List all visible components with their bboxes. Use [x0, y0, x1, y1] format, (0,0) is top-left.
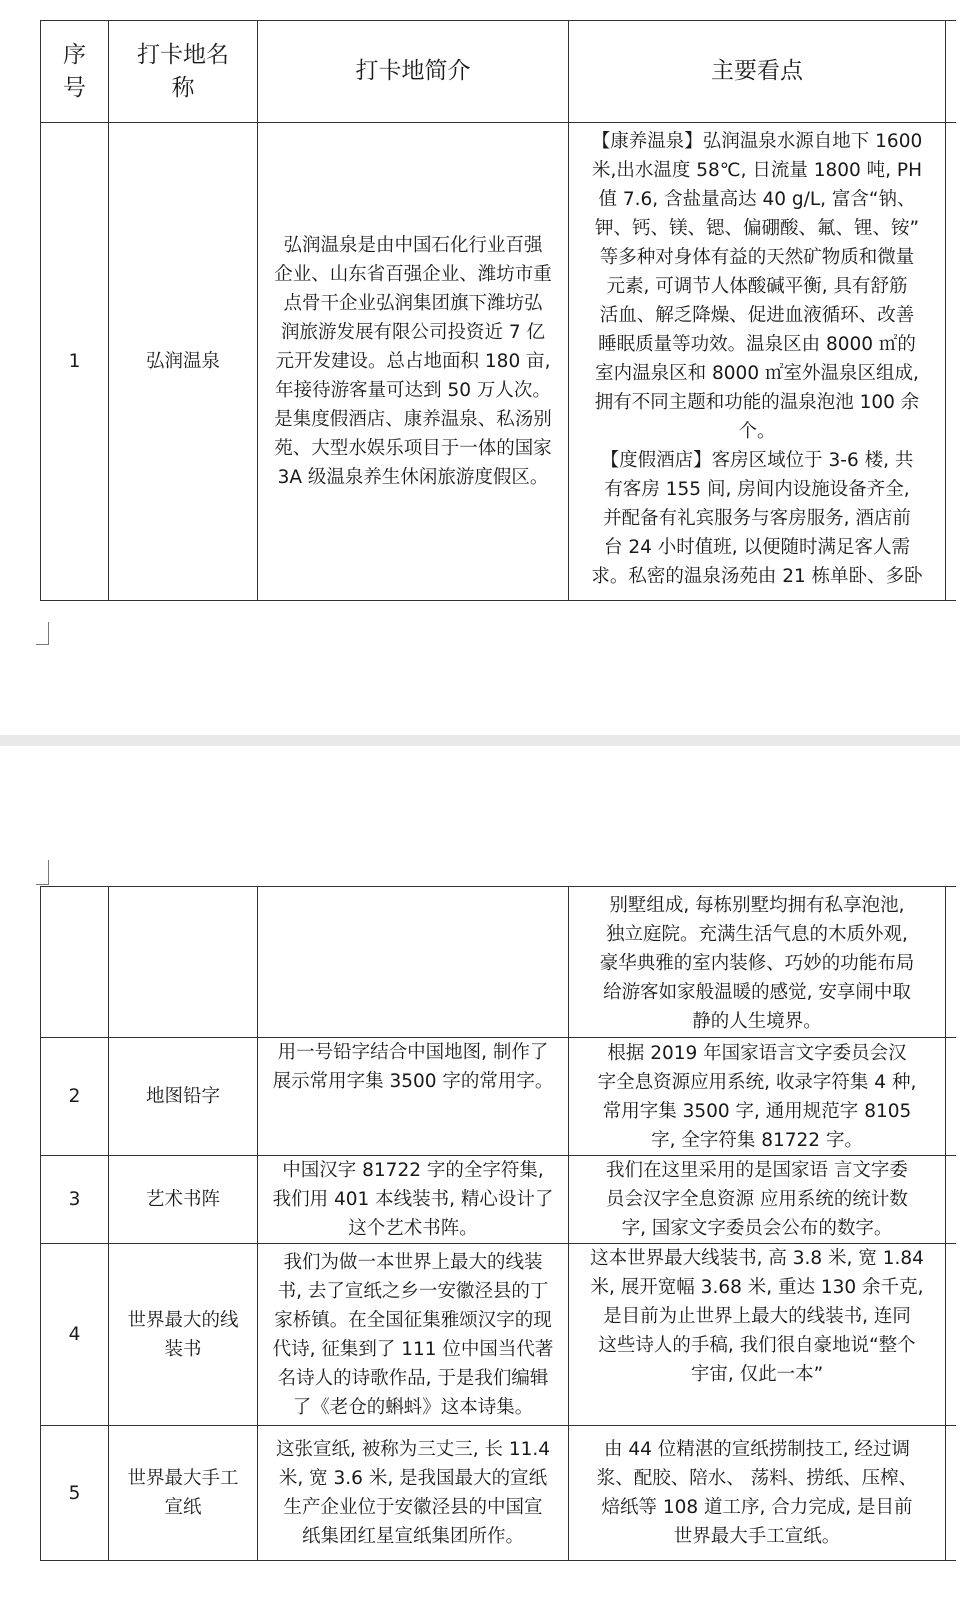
attractions-table-part-2 — [40, 886, 956, 1561]
row-intro-empty — [258, 887, 569, 1038]
row-intro: 用一号铅字结合中国地图, 制作了 展示常用字集 3500 字的常用字。 — [258, 1038, 569, 1156]
row-name: 世界最大的线 装书 — [109, 1244, 258, 1426]
document-page-2 — [0, 746, 960, 1602]
row-name-empty — [109, 887, 258, 1038]
row-highlights: 由 44 位精湛的宣纸捞制技工, 经过调 浆、配胶、陪水、 荡料、捞纸、压榨、 焙纸等 108 道工序, 合力完成, 是目前 世界最大手工宣纸。 — [569, 1426, 946, 1561]
row-extra — [946, 1038, 957, 1156]
row-index: 2 — [41, 1038, 109, 1156]
row-name: 地图铅字 — [109, 1038, 258, 1156]
row-index-empty — [41, 887, 109, 1038]
table-row — [41, 123, 957, 601]
header-extra — [946, 21, 957, 123]
table-row-continued — [41, 887, 957, 1038]
table-header-row — [41, 21, 957, 123]
row-highlights: 我们在这里采用的是国家语 言文字委 员会汉字全息资源 应用系统的统计数 字, 国家文字委员会公布的数字。 — [569, 1156, 946, 1244]
row-extra — [946, 1426, 957, 1561]
row-name: 世界最大手工 宣纸 — [109, 1426, 258, 1561]
row-highlights: 【康养温泉】弘润温泉水源自地下 1600 米,出水温度 58℃, 日流量 1800 吨, PH 值 7.6, 含盐量高达 40 g/L, 富含“钠、 钾、钙、镁、锶、偏硼酸、氟、锂、铵” 等多种对身体有益的天然矿物质和微量 元素, 可调节人体酸碱平衡, 具有舒筋 活血、解乏降燥、促进血液循环、改善 睡眠质量等功效。温泉区由 8000 ㎡的 室内温泉区和 8000 ㎡室外温泉区组成, 拥有不同主题和功能的温泉泡池 100 余 个。 【度假酒店】客房区域位于 3-6 楼, 共 有客房 155 间, 房间内设施设备齐全, 并配备有礼宾服务与客房服务, 酒店前 台 24 小时值班, 以便随时满足客人需 求。私密的温泉汤苑由 21 栋单卧、多卧 — [569, 123, 946, 601]
row-extra — [946, 1156, 957, 1244]
row-intro: 中国汉字 81722 字的全字符集, 我们用 401 本线装书, 精心设计了 这个艺术书阵。 — [258, 1156, 569, 1244]
row-index: 1 — [41, 123, 109, 601]
page-corner-mark — [36, 860, 49, 885]
page-corner-mark — [36, 622, 49, 645]
header-name: 打卡地名 称 — [109, 21, 258, 123]
row-intro: 这张宣纸, 被称为三丈三, 长 11.4 米, 宽 3.6 米, 是我国最大的宣纸 生产企业位于安徽泾县的中国宣 纸集团红星宣纸集团所作。 — [258, 1426, 569, 1561]
header-highlights: 主要看点 — [569, 21, 946, 123]
row-intro: 弘润温泉是由中国石化行业百强 企业、山东省百强企业、潍坊市重 点骨干企业弘润集团旗下潍坊弘 润旅游发展有限公司投资近 7 亿 元开发建设。总占地面积 180 亩, 年接待游客量可达到 50 万人次。 是集度假酒店、康养温泉、私汤别 苑、大型水娱乐项目于一体的国家 3A 级温泉养生休闲旅游度假区。 — [258, 123, 569, 601]
header-index: 序 号 — [41, 21, 109, 123]
document-page-1 — [0, 0, 960, 735]
row-highlights: 根据 2019 年国家语言文字委员会汉 字全息资源应用系统, 收录字符集 4 种, 常用字集 3500 字, 通用规范字 8105 字, 全字符集 81722 字。 — [569, 1038, 946, 1156]
table-row — [41, 1038, 957, 1156]
row-index: 3 — [41, 1156, 109, 1244]
row-name: 艺术书阵 — [109, 1156, 258, 1244]
row-highlights: 别墅组成, 每栋别墅均拥有私享泡池, 独立庭院。充满生活气息的木质外观, 豪华典雅的室内装修、巧妙的功能布局 给游客如家般温暖的感觉, 安享闹中取 静的人生境界。 — [569, 887, 946, 1038]
table-row — [41, 1426, 957, 1561]
header-intro: 打卡地简介 — [258, 21, 569, 123]
row-index: 4 — [41, 1244, 109, 1426]
row-highlights: 这本世界最大线装书, 高 3.8 米, 宽 1.84 米, 展开宽幅 3.68 米, 重达 130 余千克, 是目前为止世界上最大的线装书, 连同 这些诗人的手稿, 我们很自豪地说“整个 宇宙, 仅此一本” — [569, 1244, 946, 1426]
row-extra — [946, 123, 957, 601]
row-extra — [946, 887, 957, 1038]
row-name: 弘润温泉 — [109, 123, 258, 601]
table-row — [41, 1244, 957, 1426]
row-intro: 我们为做一本世界上最大的线装 书, 去了宣纸之乡一安徽泾县的丁 家桥镇。在全国征集雅颂汉字的现 代诗, 征集到了 111 位中国当代著 名诗人的诗歌作品, 于是我们编辑 了《老仓的蝌蚪》这本诗集。 — [258, 1244, 569, 1426]
table-row — [41, 1156, 957, 1244]
row-extra — [946, 1244, 957, 1426]
row-index: 5 — [41, 1426, 109, 1561]
attractions-table-part-1 — [40, 20, 956, 601]
